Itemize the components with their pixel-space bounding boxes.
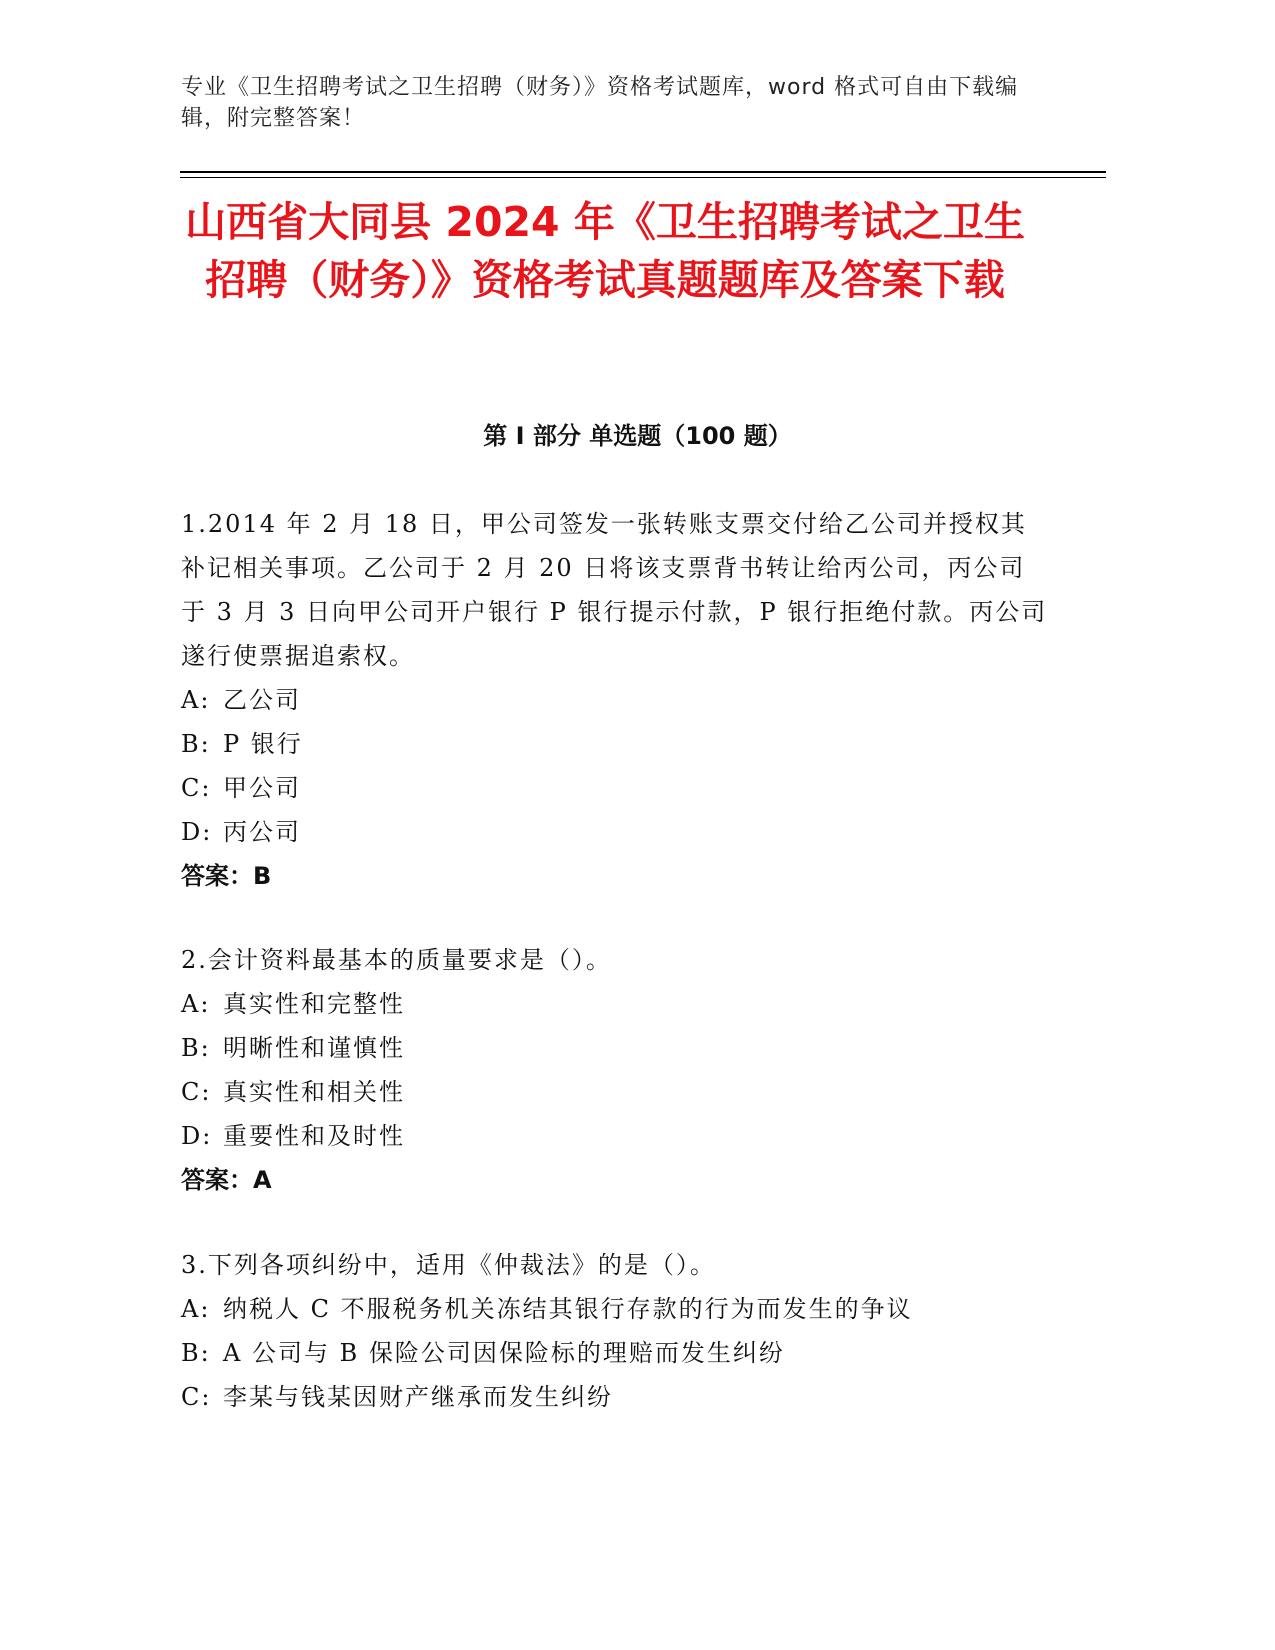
option-c: C: 甲公司 — [181, 774, 301, 802]
option-a: A: 纳税人 C 不服税务机关冻结其银行存款的行为而发生的争议 — [181, 1295, 913, 1323]
question-stem: 3.下列各项纠纷中，适用《仲裁法》的是（）。 — [181, 1251, 716, 1279]
section-heading: 第 I 部分 单选题（100 题） — [483, 422, 792, 450]
option-d: D: 丙公司 — [181, 818, 301, 846]
option-b: B: P 银行 — [181, 730, 303, 758]
question-stem: 2.会计资料最基本的质量要求是（）。 — [181, 946, 612, 974]
question-2 — [181, 938, 1051, 1202]
question-stem: 1.2014 年 2 月 18 日，甲公司签发一张转账支票交付给乙公司并授权其补记相关事项。乙公司于 2 月 20 日将该支票背书转让给丙公司，丙公司于 3 月 3 日向甲公司开户银行 P 银行提示付款，P 银行拒绝付款。丙公司遂行使票据追索权。 — [181, 510, 1048, 670]
document-title: 山西省大同县 2024 年《卫生招聘考试之卫生招聘（财务）》资格考试真题题库及答案下载 — [185, 198, 1025, 304]
question-1 — [181, 502, 1051, 898]
option-b: B: 明晰性和谨慎性 — [181, 1034, 405, 1062]
option-b: B: A 公司与 B 保险公司因保险标的理赔而发生纠纷 — [181, 1339, 785, 1367]
question-3 — [181, 1243, 1051, 1419]
option-c: C: 李某与钱某因财产继承而发生纠纷 — [181, 1383, 613, 1411]
header-note: 专业《卫生招聘考试之卫生招聘（财务）》资格考试题库，word 格式可自由下载编辑，附完整答案！ — [181, 75, 1019, 131]
option-a: A: 乙公司 — [181, 686, 301, 714]
answer-line: 答案：A — [181, 1166, 272, 1194]
option-a: A: 真实性和完整性 — [181, 990, 405, 1018]
option-c: C: 真实性和相关性 — [181, 1078, 405, 1106]
answer-line: 答案：B — [181, 862, 272, 890]
header-divider-thick — [180, 171, 1106, 173]
header-divider-thin — [180, 177, 1106, 178]
option-d: D: 重要性和及时性 — [181, 1122, 405, 1150]
